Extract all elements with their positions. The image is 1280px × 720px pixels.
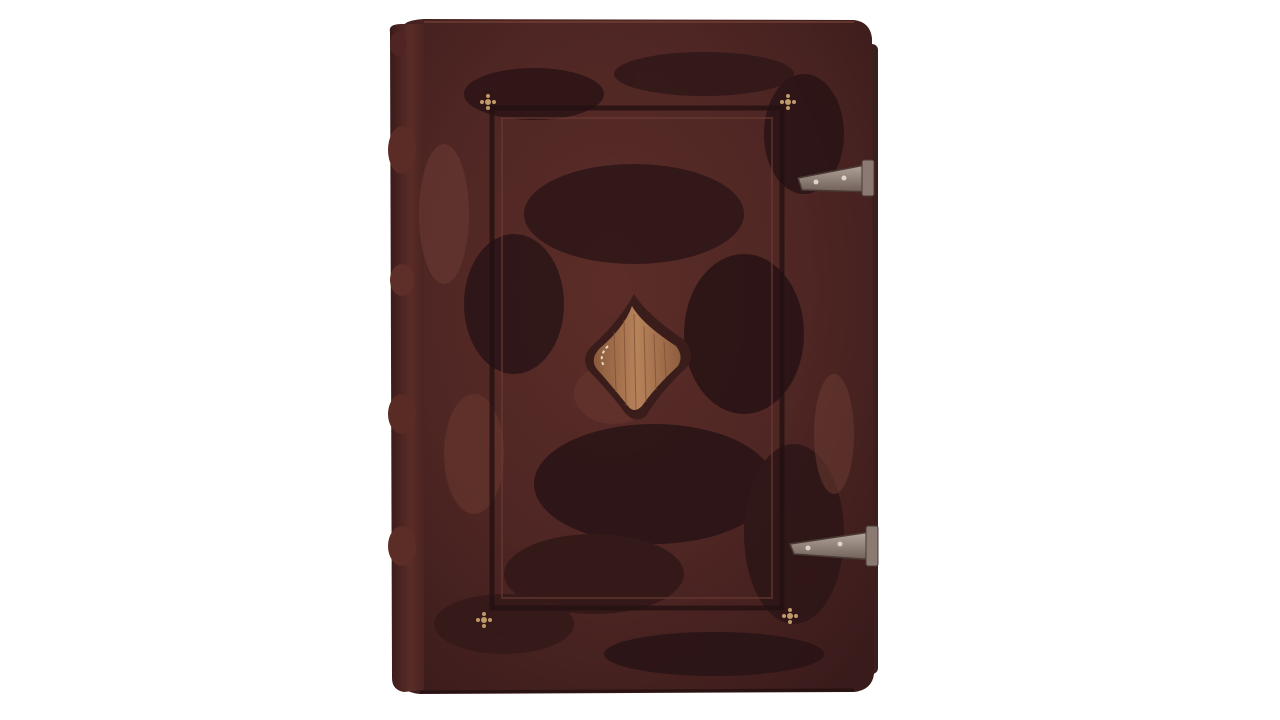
spine-band	[388, 394, 416, 434]
spine-band	[388, 126, 416, 174]
spine-band	[388, 526, 416, 566]
bottom-edge-shadow	[420, 690, 854, 692]
spine-band	[390, 32, 406, 56]
spine-band	[390, 264, 414, 296]
spine	[390, 24, 424, 692]
book	[384, 14, 892, 698]
book-cover-illustration	[384, 14, 892, 698]
